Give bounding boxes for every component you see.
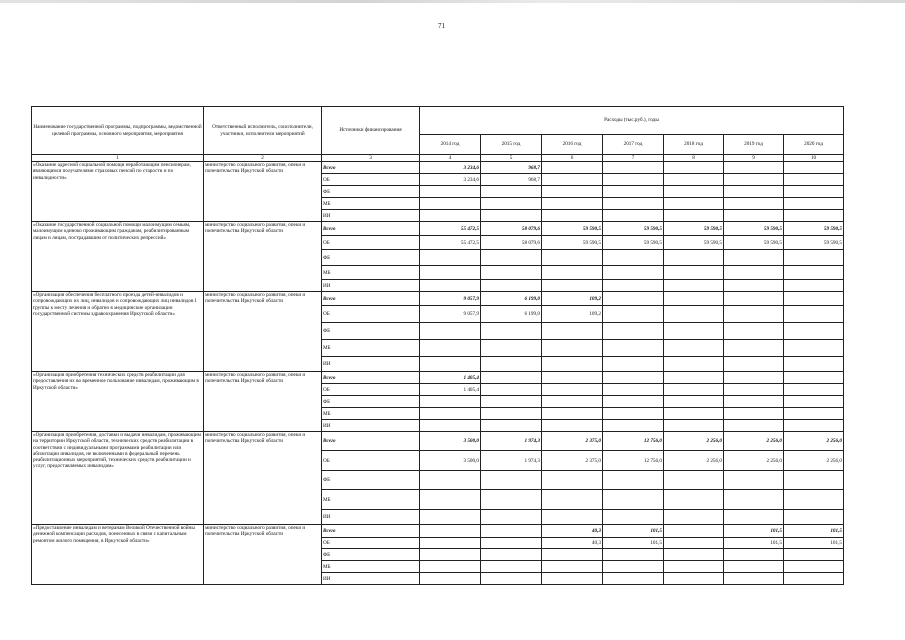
amount-cell: 1 974,3 <box>481 451 542 471</box>
amount-cell <box>603 292 664 306</box>
amount-cell: 40,3 <box>542 525 603 538</box>
funding-source: МБ <box>322 490 420 510</box>
amount-cell <box>542 174 603 186</box>
amount-cell <box>664 210 724 222</box>
amount-cell <box>603 306 664 323</box>
program-executor: министерство социального развития, опеки и попечительства Иркутской области <box>204 162 322 222</box>
amount-cell <box>664 340 724 357</box>
funding-source: Всего <box>322 432 420 451</box>
amount-cell <box>664 490 724 510</box>
amount-cell <box>724 266 784 280</box>
table-row <box>32 162 844 174</box>
amount-cell <box>542 266 603 280</box>
amount-cell <box>542 420 603 432</box>
amount-cell: 6 199,0 <box>481 306 542 323</box>
amount-cell <box>481 561 542 573</box>
amount-cell <box>603 340 664 357</box>
amount-cell <box>664 561 724 573</box>
funding-source: ОБ <box>322 384 420 396</box>
funding-source: МБ <box>322 408 420 420</box>
program-executor: министерство социального развития, опеки и попечительства Иркутской области <box>204 292 322 372</box>
funding-source: ФБ <box>322 186 420 198</box>
funding-source: ОБ <box>322 538 420 549</box>
amount-cell <box>784 186 844 198</box>
amount-cell <box>664 510 724 525</box>
amount-cell: 2 375,0 <box>542 432 603 451</box>
amount-cell: 59 590,5 <box>664 222 724 236</box>
amount-cell <box>603 471 664 490</box>
amount-cell: 59 590,5 <box>603 222 664 236</box>
program-name: «Организация обеспечения бесплатного проезда детей-инвалидов и сопровождающих их лиц, инвалидов и сопровождающих лиц инвалидов I группы к месту лечения и обратно в медицинские организации государственной системы здравоохранения Иркутской области» <box>32 292 204 372</box>
amount-cell <box>542 186 603 198</box>
amount-cell <box>420 538 481 549</box>
amount-cell <box>420 210 481 222</box>
amount-cell <box>724 471 784 490</box>
amount-cell: 2 256,0 <box>724 451 784 471</box>
amount-cell <box>724 372 784 384</box>
funding-source: Всего <box>322 222 420 236</box>
amount-cell: 3 500,0 <box>420 432 481 451</box>
amount-cell: 968,7 <box>481 174 542 186</box>
amount-cell <box>603 420 664 432</box>
amount-cell: 40,3 <box>542 538 603 549</box>
amount-cell <box>664 323 724 340</box>
amount-cell <box>603 186 664 198</box>
funding-source: Всего <box>322 372 420 384</box>
program-executor: министерство социального развития, опеки и попечительства Иркутской области <box>204 222 322 292</box>
amount-cell <box>542 471 603 490</box>
amount-cell <box>542 384 603 396</box>
amount-cell <box>542 323 603 340</box>
amount-cell <box>420 573 481 585</box>
amount-cell <box>542 280 603 292</box>
table-row <box>32 292 844 306</box>
amount-cell <box>542 408 603 420</box>
amount-cell <box>724 250 784 266</box>
amount-cell <box>724 186 784 198</box>
amount-cell <box>784 162 844 174</box>
amount-cell <box>542 357 603 372</box>
amount-cell: 2 256,0 <box>784 451 844 471</box>
amount-cell <box>481 323 542 340</box>
amount-cell: 2 256,0 <box>724 432 784 451</box>
amount-cell <box>724 396 784 408</box>
funding-source: Всего <box>322 162 420 174</box>
amount-cell: 55 472,5 <box>420 236 481 250</box>
amount-cell <box>784 471 844 490</box>
amount-cell <box>481 198 542 210</box>
amount-cell <box>603 280 664 292</box>
table-row <box>32 222 844 236</box>
amount-cell <box>542 396 603 408</box>
table-row <box>32 372 844 384</box>
amount-cell <box>481 396 542 408</box>
amount-cell <box>542 162 603 174</box>
amount-cell <box>542 490 603 510</box>
amount-cell <box>542 198 603 210</box>
funding-source: Всего <box>322 525 420 538</box>
scan-edge-artifact <box>0 0 905 3</box>
amount-cell: 101,5 <box>603 525 664 538</box>
amount-cell <box>603 396 664 408</box>
program-name: «Организация приобретения технических средств реабилитации для предоставления их во временное пользование инвалидам, проживающим в Иркутской области» <box>32 372 204 432</box>
header-expenses: Расходы (тыс.руб.), годы <box>420 107 844 135</box>
amount-cell <box>664 420 724 432</box>
amount-cell <box>724 198 784 210</box>
column-number: 2 <box>204 155 322 162</box>
amount-cell <box>784 408 844 420</box>
funding-source: ФБ <box>322 396 420 408</box>
amount-cell: 2 375,0 <box>542 451 603 471</box>
amount-cell <box>542 573 603 585</box>
funding-source: ИИ <box>322 573 420 585</box>
amount-cell <box>603 162 664 174</box>
amount-cell <box>481 210 542 222</box>
amount-cell <box>664 280 724 292</box>
header-year: 2015 год <box>481 135 542 155</box>
amount-cell: 2 256,0 <box>664 451 724 471</box>
amount-cell <box>420 357 481 372</box>
amount-cell <box>481 573 542 585</box>
amount-cell: 59 590,5 <box>784 222 844 236</box>
amount-cell <box>603 372 664 384</box>
amount-cell <box>724 490 784 510</box>
funding-source: МБ <box>322 340 420 357</box>
column-number: 4 <box>420 155 481 162</box>
program-name: «Оказание государственной социальной помощи малоимущим семьям, малоимущим одиноко проживающим гражданам, реабилитированным лицам и лицам, пострадавшим от политических репрессий» <box>32 222 204 292</box>
amount-cell <box>724 340 784 357</box>
amount-cell <box>603 490 664 510</box>
amount-cell <box>603 210 664 222</box>
amount-cell <box>420 408 481 420</box>
amount-cell <box>420 420 481 432</box>
amount-cell <box>724 420 784 432</box>
funding-source: МБ <box>322 266 420 280</box>
table-row <box>32 432 844 451</box>
amount-cell <box>420 186 481 198</box>
amount-cell <box>724 280 784 292</box>
header-year: 2014 год <box>420 135 481 155</box>
amount-cell <box>784 420 844 432</box>
amount-cell <box>481 510 542 525</box>
amount-cell: 101,5 <box>784 538 844 549</box>
amount-cell: 101,5 <box>724 538 784 549</box>
column-number: 5 <box>481 155 542 162</box>
amount-cell <box>603 510 664 525</box>
funding-source: ФБ <box>322 549 420 561</box>
amount-cell <box>542 510 603 525</box>
amount-cell <box>784 266 844 280</box>
amount-cell <box>420 549 481 561</box>
amount-cell <box>664 408 724 420</box>
header-year: 2020 год <box>784 135 844 155</box>
funding-source: ОБ <box>322 306 420 323</box>
funding-source: ФБ <box>322 471 420 490</box>
amount-cell: 59 590,5 <box>724 236 784 250</box>
amount-cell <box>603 549 664 561</box>
amount-cell <box>481 538 542 549</box>
amount-cell <box>784 561 844 573</box>
amount-cell: 9 057,9 <box>420 292 481 306</box>
amount-cell: 55 472,5 <box>420 222 481 236</box>
amount-cell <box>664 198 724 210</box>
header-source: Источники финансирования <box>322 107 420 155</box>
amount-cell <box>784 372 844 384</box>
amount-cell: 101,5 <box>603 538 664 549</box>
column-number: 3 <box>322 155 420 162</box>
amount-cell <box>784 174 844 186</box>
program-name: «Оказание адресной социальной помощи неработающим пенсионерам, являющимся получателями страховых пенсий по старости и по инвалидности» <box>32 162 204 222</box>
amount-cell <box>481 357 542 372</box>
amount-cell <box>603 250 664 266</box>
amount-cell <box>664 538 724 549</box>
funding-source: ИИ <box>322 210 420 222</box>
amount-cell: 6 199,0 <box>481 292 542 306</box>
amount-cell: 1 405,4 <box>420 384 481 396</box>
amount-cell <box>724 323 784 340</box>
amount-cell <box>481 266 542 280</box>
amount-cell <box>420 471 481 490</box>
amount-cell <box>784 357 844 372</box>
column-number: 8 <box>664 155 724 162</box>
amount-cell: 59 590,5 <box>724 222 784 236</box>
amount-cell <box>664 266 724 280</box>
amount-cell <box>481 340 542 357</box>
amount-cell <box>420 396 481 408</box>
amount-cell <box>784 490 844 510</box>
funding-source: ИИ <box>322 280 420 292</box>
amount-cell <box>603 357 664 372</box>
amount-cell <box>784 510 844 525</box>
amount-cell <box>784 280 844 292</box>
amount-cell <box>420 198 481 210</box>
amount-cell: 2 256,0 <box>784 432 844 451</box>
header-executor: Ответственный исполнитель, соисполнители, участники, исполнители мероприятий <box>204 107 322 155</box>
amount-cell <box>664 384 724 396</box>
column-number: 7 <box>603 155 664 162</box>
amount-cell: 3 234,6 <box>420 162 481 174</box>
amount-cell <box>724 174 784 186</box>
amount-cell <box>724 292 784 306</box>
amount-cell <box>420 561 481 573</box>
amount-cell <box>664 292 724 306</box>
funding-source: МБ <box>322 561 420 573</box>
amount-cell <box>664 250 724 266</box>
amount-cell <box>542 250 603 266</box>
amount-cell <box>603 408 664 420</box>
table-row <box>32 525 844 538</box>
amount-cell <box>420 323 481 340</box>
program-executor: министерство социального развития, опеки и попечительства Иркутской области <box>204 432 322 525</box>
amount-cell: 9 057,9 <box>420 306 481 323</box>
amount-cell <box>603 384 664 396</box>
funding-source: ФБ <box>322 250 420 266</box>
funding-source: МБ <box>322 198 420 210</box>
funding-source: ИИ <box>322 420 420 432</box>
amount-cell: 58 079,6 <box>481 222 542 236</box>
amount-cell <box>420 280 481 292</box>
amount-cell <box>664 396 724 408</box>
amount-cell: 968,7 <box>481 162 542 174</box>
header-year: 2017 год <box>603 135 664 155</box>
amount-cell <box>784 250 844 266</box>
amount-cell <box>420 510 481 525</box>
header-year: 2018 год <box>664 135 724 155</box>
amount-cell <box>724 384 784 396</box>
program-name: «Организация приобретения, доставки и выдачи инвалидам, проживающим на территории Иркутской области, технических средств реабилитации в соответствии с индивидуальными программами реабилитации или абилитации инвалидов, не включенными в федеральный перечень реабилитационных мероприятий, технических средств реабилитации и услуг, предоставляемых инвалидам» <box>32 432 204 525</box>
header-year: 2019 год <box>724 135 784 155</box>
amount-cell <box>481 525 542 538</box>
funding-source: ФБ <box>322 323 420 340</box>
budget-table <box>31 106 844 585</box>
amount-cell: 59 590,5 <box>664 236 724 250</box>
amount-cell <box>784 198 844 210</box>
amount-cell <box>481 372 542 384</box>
amount-cell <box>784 323 844 340</box>
amount-cell <box>664 372 724 384</box>
amount-cell <box>603 198 664 210</box>
amount-cell <box>481 408 542 420</box>
amount-cell <box>724 408 784 420</box>
funding-source: ИИ <box>322 357 420 372</box>
amount-cell <box>664 573 724 585</box>
amount-cell <box>724 162 784 174</box>
amount-cell: 12 756,0 <box>603 432 664 451</box>
amount-cell <box>784 292 844 306</box>
column-number: 6 <box>542 155 603 162</box>
program-name: «Предоставление инвалидам и ветеранам Великой Отечественной войны денежной компенсации расходов, понесенных в связи с капитальным ремонтом жилого помещения, в Иркутской области» <box>32 525 204 585</box>
amount-cell: 2 256,0 <box>664 432 724 451</box>
amount-cell <box>603 561 664 573</box>
amount-cell: 101,5 <box>784 525 844 538</box>
amount-cell <box>542 549 603 561</box>
amount-cell: 59 590,5 <box>784 236 844 250</box>
amount-cell <box>481 549 542 561</box>
amount-cell <box>481 384 542 396</box>
amount-cell <box>420 525 481 538</box>
amount-cell <box>420 490 481 510</box>
amount-cell <box>481 490 542 510</box>
amount-cell <box>724 561 784 573</box>
amount-cell: 12 756,0 <box>603 451 664 471</box>
amount-cell: 58 079,6 <box>481 236 542 250</box>
amount-cell <box>724 357 784 372</box>
amount-cell <box>784 549 844 561</box>
amount-cell <box>784 573 844 585</box>
amount-cell <box>542 561 603 573</box>
amount-cell <box>481 471 542 490</box>
amount-cell <box>784 210 844 222</box>
amount-cell <box>724 306 784 323</box>
amount-cell <box>542 372 603 384</box>
amount-cell <box>542 210 603 222</box>
amount-cell <box>420 250 481 266</box>
amount-cell <box>724 210 784 222</box>
amount-cell <box>664 525 724 538</box>
amount-cell: 1 974,3 <box>481 432 542 451</box>
amount-cell <box>664 549 724 561</box>
funding-source: ОБ <box>322 236 420 250</box>
amount-cell: 59 590,5 <box>603 236 664 250</box>
amount-cell <box>664 357 724 372</box>
header-name: Наименование государственной программы, подпрограммы, ведомственной целевой программы, основного мероприятия, мероприятия <box>32 107 204 155</box>
funding-source: ИИ <box>322 510 420 525</box>
amount-cell <box>724 549 784 561</box>
amount-cell <box>542 340 603 357</box>
program-executor: министерство социального развития, опеки и попечительства Иркутской области <box>204 372 322 432</box>
amount-cell: 3 234,6 <box>420 174 481 186</box>
amount-cell: 1 405,4 <box>420 372 481 384</box>
amount-cell: 109,2 <box>542 292 603 306</box>
page-number: 71 <box>438 22 445 30</box>
amount-cell: 3 500,0 <box>420 451 481 471</box>
amount-cell <box>784 306 844 323</box>
column-number: 10 <box>784 155 844 162</box>
amount-cell <box>481 186 542 198</box>
funding-source: Всего <box>322 292 420 306</box>
amount-cell <box>603 323 664 340</box>
amount-cell <box>420 266 481 280</box>
amount-cell: 109,2 <box>542 306 603 323</box>
amount-cell <box>724 573 784 585</box>
funding-source: ОБ <box>322 451 420 471</box>
amount-cell <box>784 384 844 396</box>
column-number: 9 <box>724 155 784 162</box>
amount-cell <box>784 396 844 408</box>
program-executor: министерство социального развития, опеки и попечительства Иркутской области <box>204 525 322 585</box>
amount-cell: 59 590,5 <box>542 236 603 250</box>
amount-cell <box>784 340 844 357</box>
header-year: 2016 год <box>542 135 603 155</box>
amount-cell <box>603 266 664 280</box>
amount-cell <box>664 162 724 174</box>
funding-source: ОБ <box>322 174 420 186</box>
amount-cell <box>481 280 542 292</box>
amount-cell <box>664 174 724 186</box>
column-number: 1 <box>32 155 204 162</box>
amount-cell <box>603 573 664 585</box>
amount-cell: 101,5 <box>724 525 784 538</box>
amount-cell <box>481 250 542 266</box>
amount-cell: 59 590,5 <box>542 222 603 236</box>
amount-cell <box>420 340 481 357</box>
amount-cell <box>481 420 542 432</box>
amount-cell <box>664 471 724 490</box>
amount-cell <box>603 174 664 186</box>
amount-cell <box>664 306 724 323</box>
amount-cell <box>664 186 724 198</box>
amount-cell <box>724 510 784 525</box>
